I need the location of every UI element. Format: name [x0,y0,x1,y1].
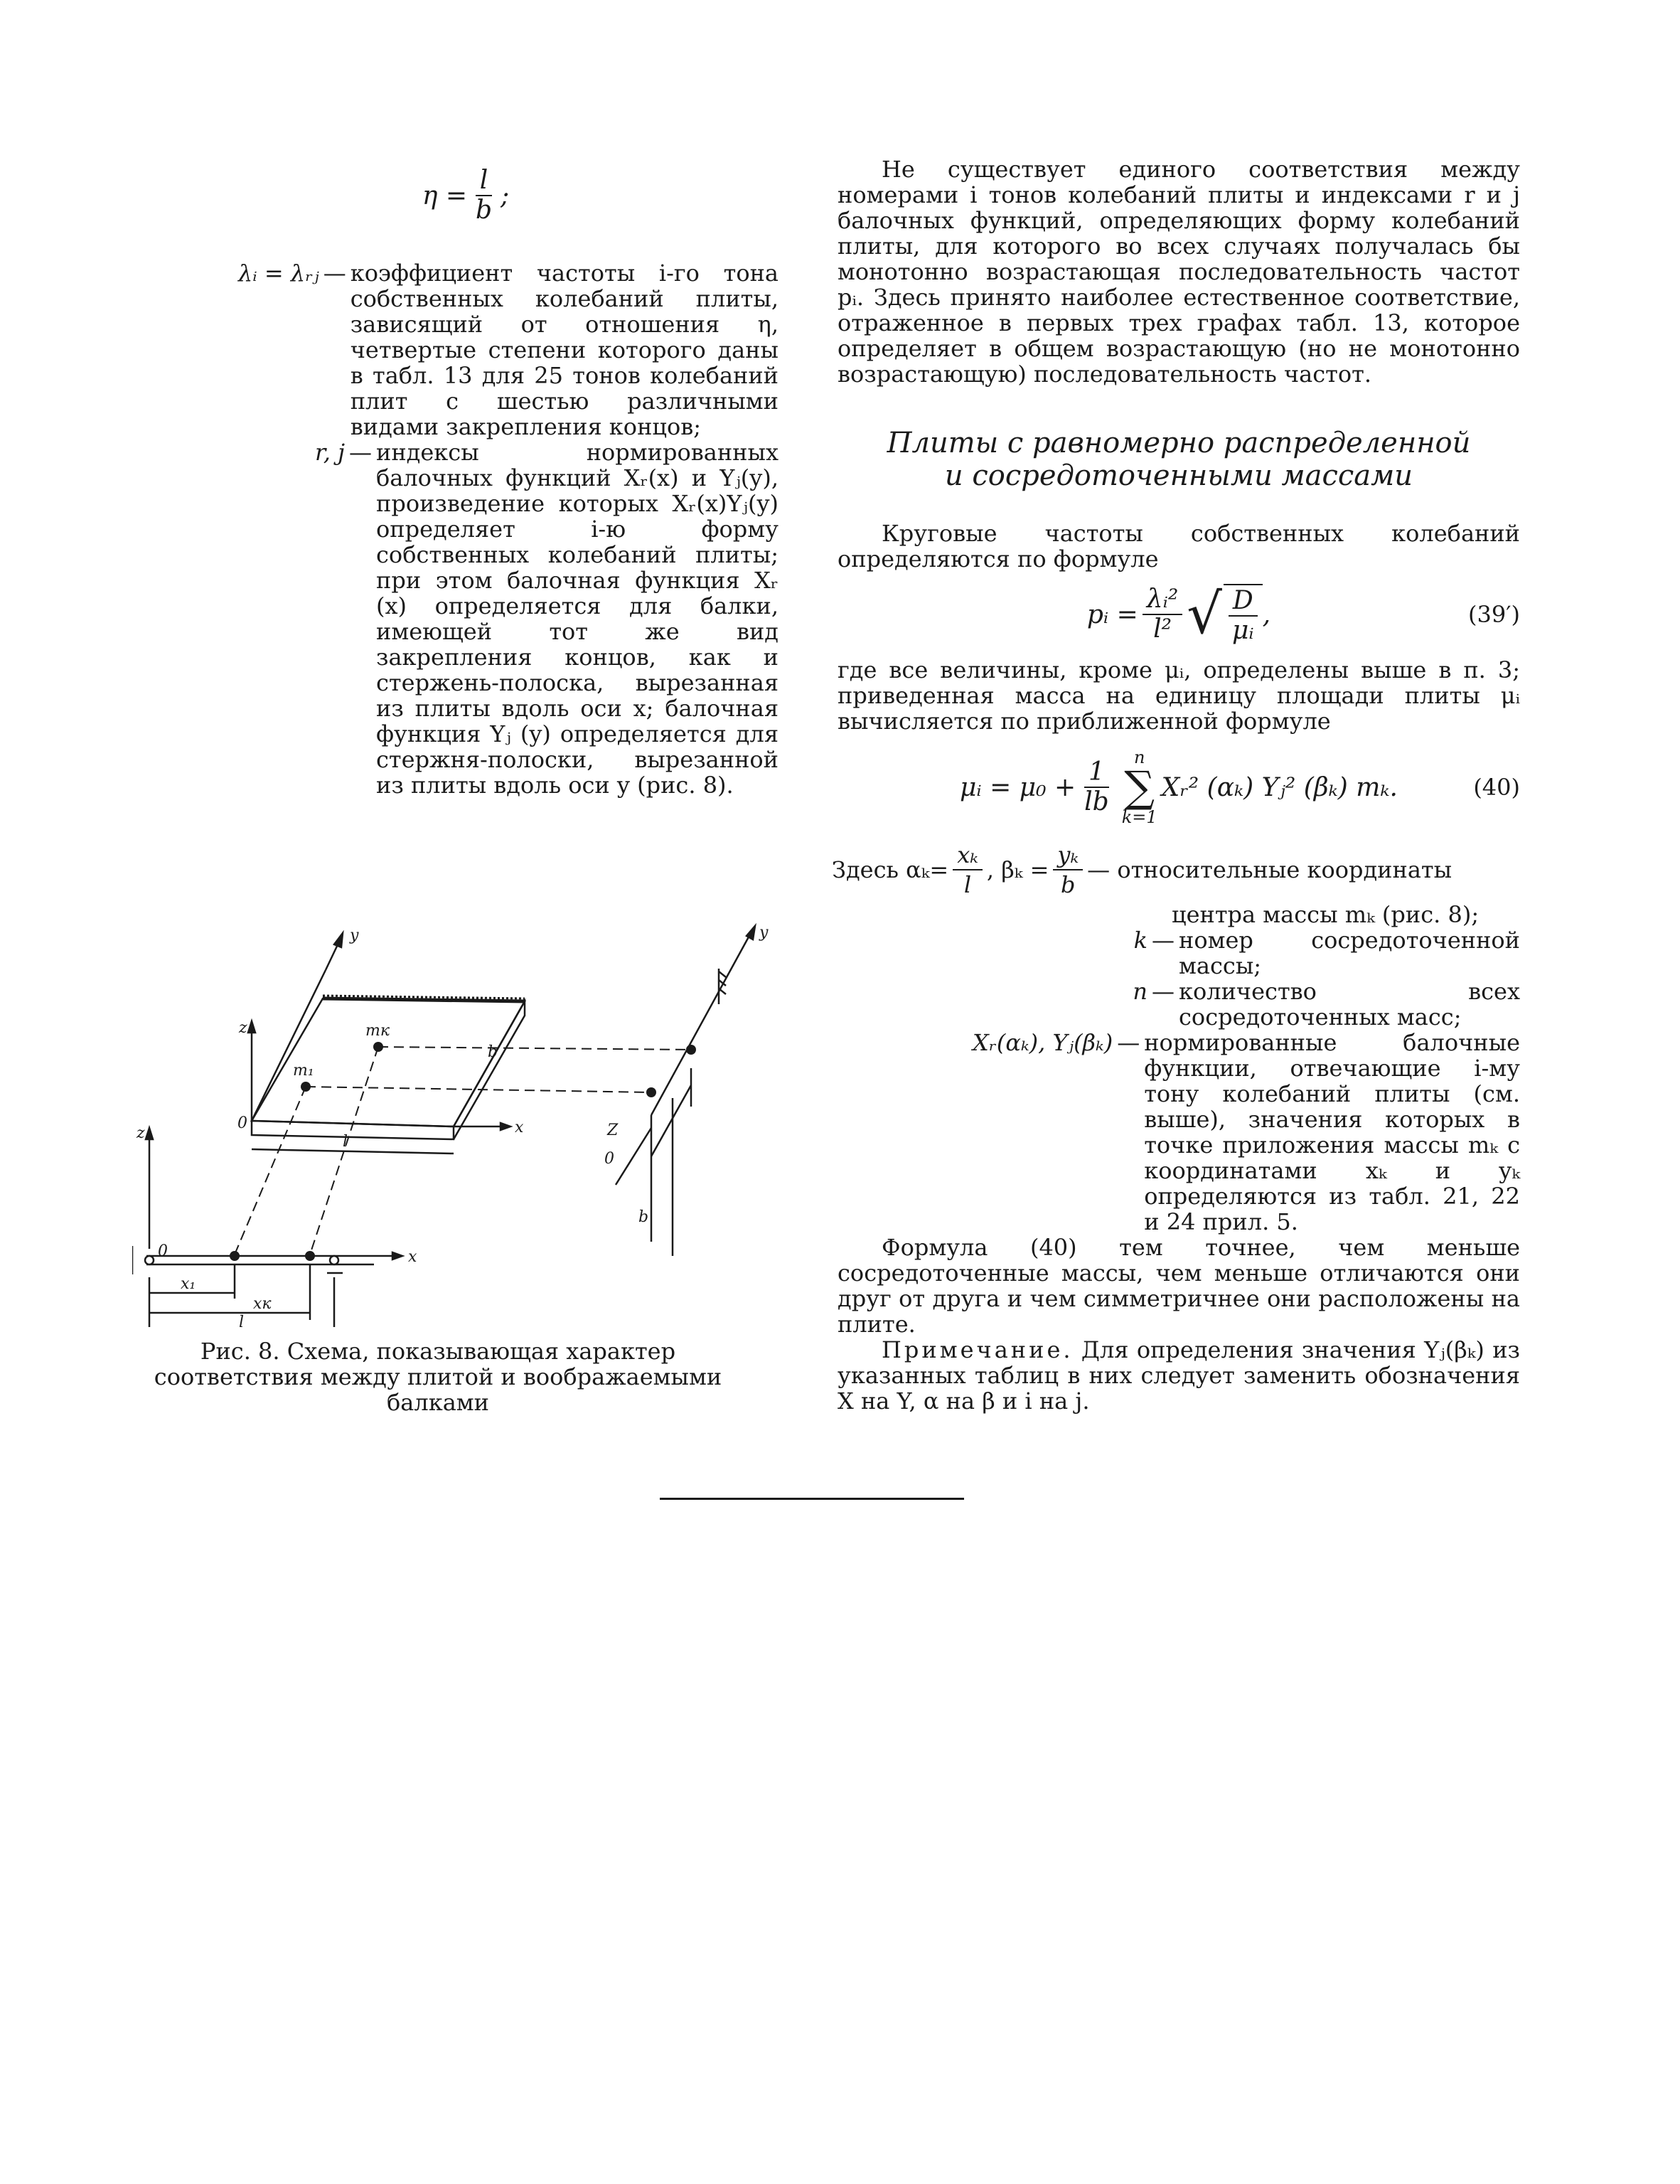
definition-term: n [1133,978,1147,1005]
definition-text: номер сосредоточенной массы; [1179,927,1520,979]
eq40-sum: n ∑ k=1 [1121,747,1157,827]
label-m1: m₁ [293,1062,314,1080]
mass-1-dot [301,1082,311,1092]
eta-denominator: b [476,196,493,225]
label-b2: b [638,1208,649,1226]
definition-center [1172,902,1520,927]
definition-dash: — [323,260,346,287]
eq39-rad-numerator: D [1229,587,1258,617]
eta-numerator: l [476,166,493,196]
figure-plate-beams [132,900,801,1327]
section-heading-line1: Плиты с равномерно распределенной [887,427,1471,459]
paragraph-note [838,1337,1520,1414]
eq40-body: Xᵣ² (αₖ) Yⱼ² (βₖ) mₖ. [1161,772,1398,802]
definition-term: r, j [314,439,345,466]
alpha-denominator: l [963,871,972,898]
here-line [832,841,1520,899]
paragraph-accuracy: Формула (40) тем точнее, чем меньше сосредоточенные массы, чем меньше отличаются они друг от друга и чем симметричнее они расположены на плите. [838,1234,1520,1338]
definition-lambda [238,260,779,440]
eq39-rad-denominator: μᵢ [1232,616,1254,645]
definition-dash: — [1152,927,1175,954]
eq39-denominator: l² [1153,614,1172,644]
eta-formula [153,156,779,235]
eq40-denominator: lb [1084,787,1109,816]
eta-fraction [471,166,496,225]
note-text: Для определения значения Yⱼ(βₖ) из указанных таблиц в них следует заменить обозначения X на Y, α на β и i на j. [838,1336,1521,1415]
label-x: x [515,1119,524,1136]
beam-y-axis [651,933,751,1115]
definition-dash: — [349,439,372,466]
label-b: b [488,1043,498,1061]
eq40-sum-top: n [1133,747,1145,767]
definition-text: количество всех сосредоточенных масс; [1179,978,1520,1030]
paragraph-frequencies: Круговые частоты собственных колебаний определяются по формуле [838,520,1520,572]
eq39-label: (39′) [1468,601,1520,628]
here-lead: Здесь αₖ= [832,856,949,883]
definition-text: нормированные балочные функции, отвечающие i-му тону колебаний плиты (см. выше), значения которых в точке приложения массы mₖ с координатами xₖ и yₖ определяются из табл. 21, 22 и 24 прил. 5. [1144,1029,1520,1235]
label-o3: 0 [604,1150,614,1168]
eq39-fraction [1143,585,1183,644]
definition-text: индексы нормированных балочных функций Xᵣ(x) и Yⱼ(y), произведение которых Xᵣ(x)Yⱼ(y) определяет i-ю форму собственных колебаний плиты; при этом балочная функция Xᵣ (x) определяется для балки, имеющей тот же вид закрепления концов, как и стержень-полоска, вырезанная из плиты вдоль оси x; балочная функция Yⱼ (y) определяется для стержня-полоски, вырезанной из плиты вдоль оси y (рис. 8). [376,439,779,799]
left-column [238,156,779,798]
eq39-sqrt: √ $\frac{D}{\text{μᵢ}}$ [1187,584,1262,645]
label-x1: x₁ [181,1275,196,1293]
eq40-sum-bottom: k=1 [1121,807,1157,827]
definition-indices [295,440,779,798]
label-l2: l [239,1314,245,1327]
definition-beam-functions [973,1030,1520,1235]
plate-side [454,1001,525,1139]
label-z3: Z [607,1122,619,1139]
paragraph-reduced-mass: где все величины, кроме μᵢ, определены выше в п. 3; приведенная масса на единицу площади плиты μᵢ вычисляется по приближенной формуле [838,656,1520,735]
eq40-numerator: 1 [1084,758,1109,788]
here-tail: — относительные координаты [1087,856,1452,883]
eq39-lhs: pᵢ = [1086,600,1138,629]
label-o1: 0 [237,1114,247,1132]
definition-dash: — [1117,1029,1140,1056]
eq40-label: (40) [1473,774,1520,801]
definition-term: k [1133,927,1147,954]
definition-term: Xᵣ(αₖ), Yⱼ(βₖ) [973,1029,1113,1056]
definition-text: коэффициент частоты i-го тона собственных колебаний плиты, зависящий от отношения η, четвертые степени которого даны в табл. 13 для 25 тонов колебаний плит с шестью различными видами закрепления концов; [350,260,779,440]
eq39-numerator: λᵢ² [1143,585,1183,615]
eq40-fraction [1080,758,1113,816]
section-heading [838,427,1520,492]
definition-text: центра массы mₖ (рис. 8); [1172,901,1480,928]
here-mid: , βₖ = [986,856,1049,883]
label-z2: z [137,1124,145,1142]
alpha-fraction [953,841,983,899]
paragraph-correspondence: Не существует единого соответствия между номерами i тонов колебаний плиты и индексами r и j балочных функций, определяющих форму колебаний плиты, для которого во всех случаях получалась бы монотонно возрастающая последовательность частот pᵢ. Здесь принято наиболее естественное соответствие, отраженное в первых трех графах табл. 13, которое определяет в общем возрастающую (но не монотонно возрастающую) последовательность частот. [838,156,1520,388]
label-mk: mк [365,1022,390,1040]
equation-40 [838,734,1520,841]
beta-denominator: b [1061,871,1076,898]
mass-k-dot [373,1042,383,1052]
eq39-tail: , [1262,600,1271,629]
label-xk: xк [253,1295,272,1313]
label-y2: y [759,924,769,942]
label-y: y [350,927,359,944]
plate-y-axis [252,970,326,1121]
label-l1: l [343,1133,348,1151]
definition-k [1119,927,1520,979]
label-x2: x [408,1248,417,1266]
definition-term: λᵢ = λᵣⱼ [238,260,319,287]
beta-fraction [1053,841,1083,899]
definition-n [1119,979,1520,1030]
alpha-numerator: xₖ [953,841,983,870]
note-label: Примечание. [882,1336,1074,1363]
eta-lhs: η = [422,181,467,211]
beta-numerator: yₖ [1053,841,1083,870]
section-heading-line2: и сосредоточенными массами [944,459,1413,492]
figure-caption: Рис. 8. Схема, показывающая характер соответствия между плитой и воображаемыми балками [154,1338,722,1416]
definition-dash: — [1152,978,1175,1005]
eq40-lhs: μᵢ = μ₀ + [960,772,1076,802]
right-column [832,156,1521,1415]
equation-39 [838,572,1520,657]
label-z: z [239,1019,247,1037]
label-o2: 0 [158,1242,168,1260]
eta-tail: ; [501,181,510,211]
footer-rule [660,1498,964,1500]
